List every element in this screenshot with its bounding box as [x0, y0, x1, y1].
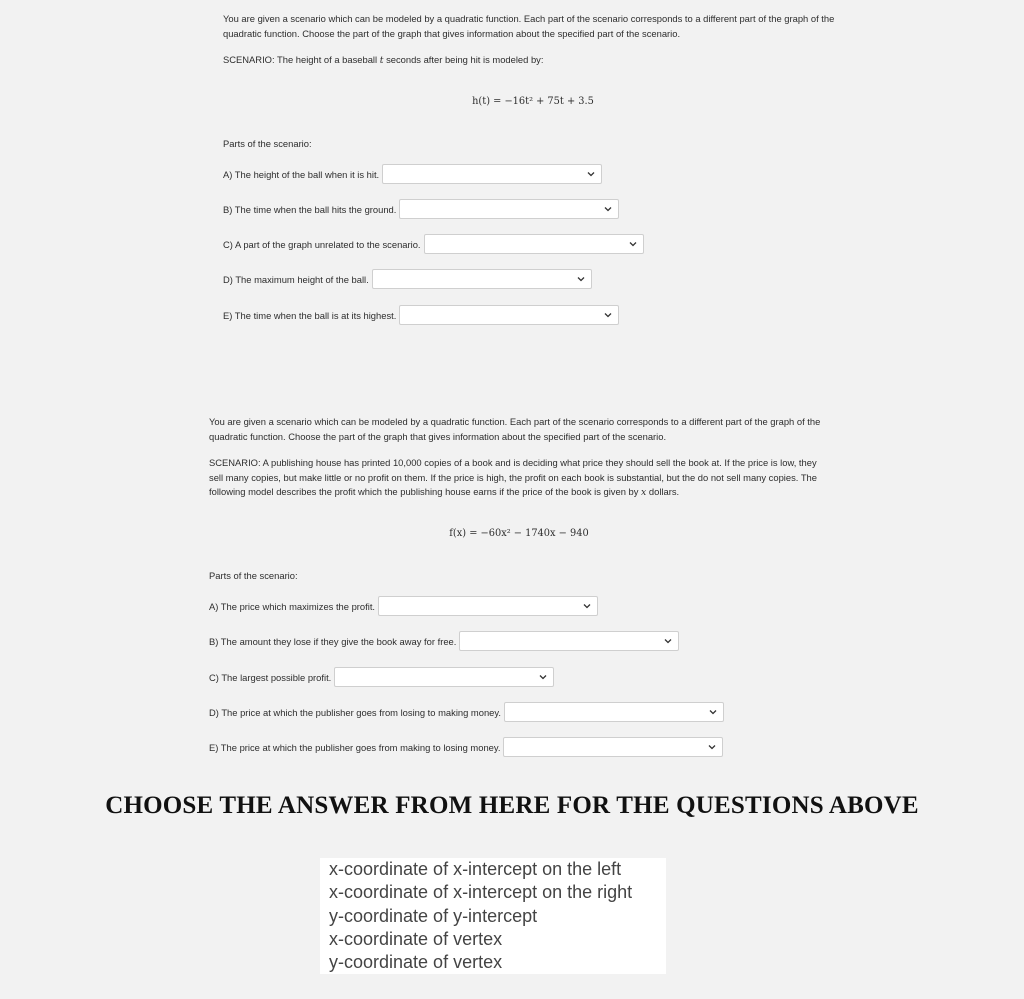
question-row — [223, 305, 619, 325]
question-label: B) The amount they lose if they give the book away for free. — [209, 635, 457, 647]
scenario-2 — [209, 415, 829, 501]
answer-option: y-coordinate of y-intercept — [329, 905, 538, 926]
question-label: D) The maximum height of the ball. — [223, 273, 369, 285]
answer-select[interactable] — [503, 737, 723, 757]
scenario-2-intro: You are given a scenario which can be modeled by a quadratic function. Each part of the scenario corresponds to a different part of the graph of the quadratic function. Choose the part of the graph that gives information about the specified part of the scenario. — [209, 416, 821, 442]
answer-select[interactable] — [399, 305, 619, 325]
question-label: A) The price which maximizes the profit. — [209, 600, 376, 612]
chevron-down-icon — [604, 311, 612, 319]
answer-select[interactable] — [334, 667, 554, 687]
question-label: C) The largest possible profit. — [209, 671, 332, 683]
answer-options-box — [320, 858, 666, 974]
chevron-down-icon — [709, 708, 717, 716]
question-row — [223, 269, 592, 289]
chevron-down-icon — [587, 170, 595, 178]
question-row — [209, 702, 724, 722]
answer-select[interactable] — [459, 631, 679, 651]
question-label: E) The price at which the publisher goes from making to losing money. — [209, 741, 501, 753]
answer-option: x-coordinate of x-intercept on the right — [329, 882, 633, 903]
answer-select[interactable] — [504, 702, 724, 722]
answer-select[interactable] — [382, 164, 602, 184]
question-row — [209, 667, 554, 687]
answer-option: x-coordinate of vertex — [329, 928, 503, 949]
chevron-down-icon — [539, 673, 547, 681]
question-label: E) The time when the ball is at its highest. — [223, 309, 397, 321]
parts-label-1: Parts of the scenario: — [223, 138, 312, 149]
formula-2: f(x) = −60x² − 1740x − 940 — [449, 528, 589, 539]
answer-select[interactable] — [372, 269, 592, 289]
scenario-1-intro: You are given a scenario which can be modeled by a quadratic function. Each part of the scenario corresponds to a different part of the graph of the quadratic function. Choose the part of the graph that gives information about the specified part of the scenario. — [223, 13, 835, 39]
answer-select[interactable] — [424, 234, 644, 254]
scenario-2-text: SCENARIO: A publishing house has printed 10,000 copies of a book and is deciding what price they should sell the book at. If the price is low, they sell many copies, but make little or no profit on them. If the price is high, the profit on each book is substantial, but the do not sell many copies. The following model describes the profit which the publishing house earns if the price of the book is given by x dollars. — [209, 457, 817, 498]
parts-label-2: Parts of the scenario: — [209, 570, 298, 581]
scenario-1 — [223, 12, 843, 69]
chevron-down-icon — [664, 637, 672, 645]
question-row — [223, 164, 602, 184]
chevron-down-icon — [583, 602, 591, 610]
question-label: D) The price at which the publisher goes from losing to making money. — [209, 706, 501, 718]
question-row — [223, 199, 619, 219]
answer-select[interactable] — [378, 596, 598, 616]
question-row — [223, 234, 644, 254]
chevron-down-icon — [708, 743, 716, 751]
scenario-1-text: SCENARIO: The height of a baseball t seconds after being hit is modeled by: — [223, 54, 544, 66]
chevron-down-icon — [604, 205, 612, 213]
question-row — [209, 737, 723, 757]
question-label: A) The height of the ball when it is hit. — [223, 168, 380, 180]
answers-title: CHOOSE THE ANSWER FROM HERE FOR THE QUESTIONS ABOVE — [105, 792, 919, 819]
answer-select[interactable] — [399, 199, 619, 219]
chevron-down-icon — [577, 275, 585, 283]
question-row — [209, 596, 598, 616]
chevron-down-icon — [629, 240, 637, 248]
formula-1: h(t) = −16t² + 75t + 3.5 — [472, 96, 594, 107]
answer-option: y-coordinate of vertex — [329, 952, 503, 973]
question-label: B) The time when the ball hits the ground. — [223, 203, 397, 215]
question-label: C) A part of the graph unrelated to the scenario. — [223, 238, 421, 250]
question-row — [209, 631, 679, 651]
answer-option: x-coordinate of x-intercept on the left — [329, 859, 622, 879]
